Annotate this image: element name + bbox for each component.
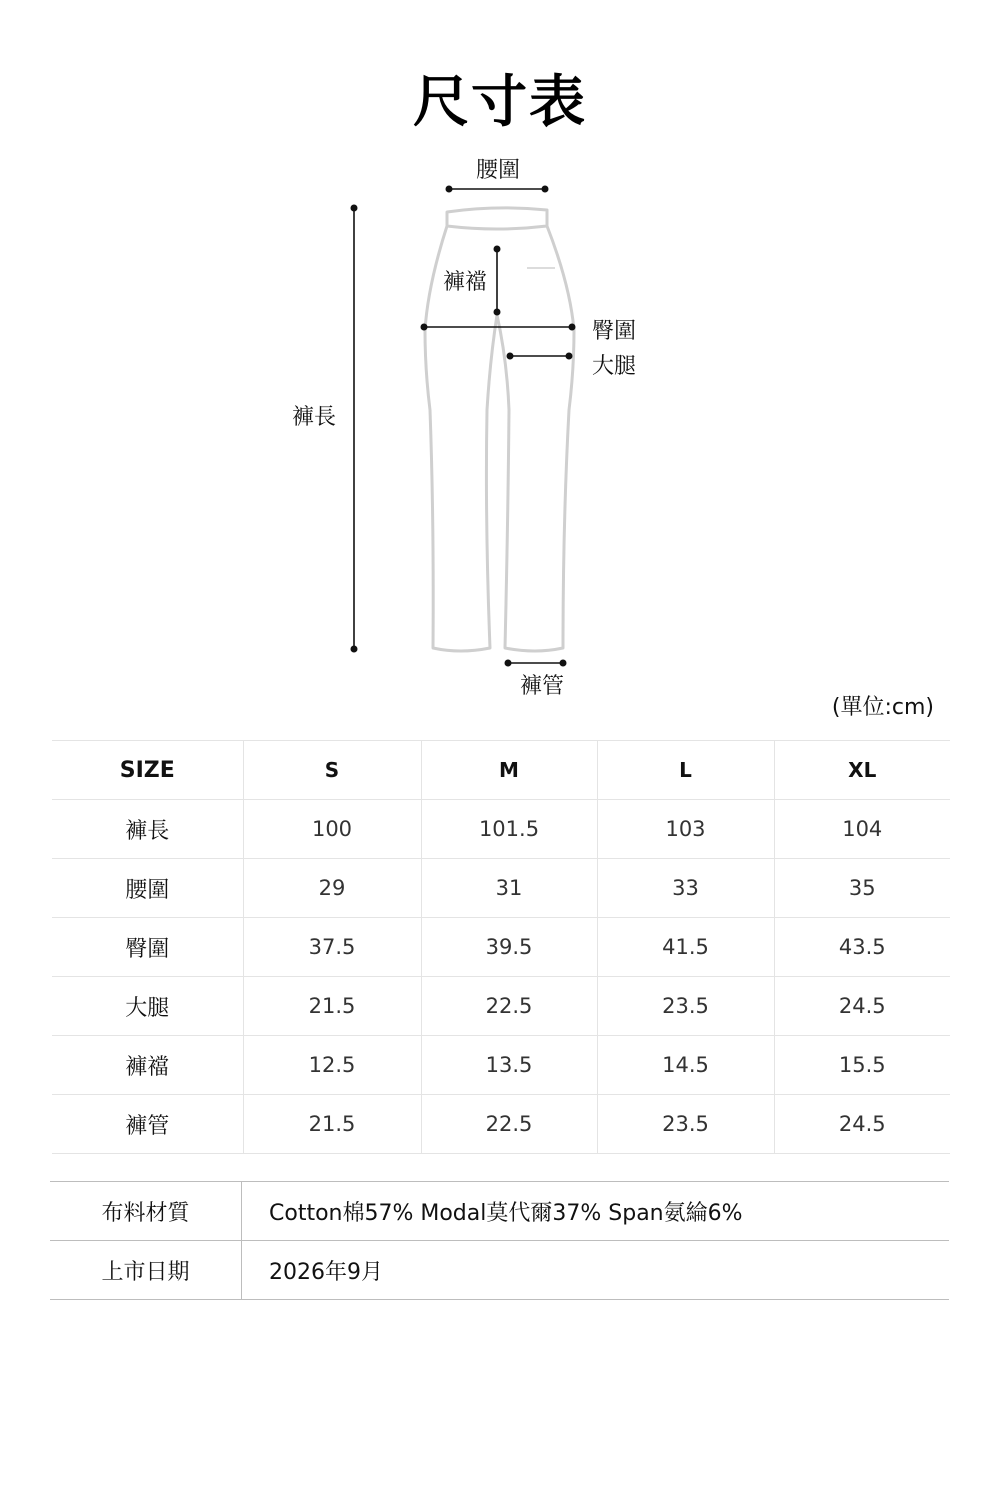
unit-note: (單位:cm) — [831, 695, 934, 720]
info-row-release-date — [50, 1241, 949, 1300]
table-cell: 43.5 — [774, 918, 950, 977]
table-row — [52, 1036, 950, 1095]
table-cell: 41.5 — [597, 918, 774, 977]
row-label: 臀圍 — [52, 918, 243, 977]
table-cell: 14.5 — [597, 1036, 774, 1095]
table-cell: 35 — [774, 859, 950, 918]
hem-label: 褲管 — [520, 674, 565, 699]
table-cell: 29 — [243, 859, 421, 918]
table-row — [52, 918, 950, 977]
pants-diagram — [0, 0, 1000, 720]
table-cell: 104 — [774, 800, 950, 859]
pants-waistband — [447, 208, 547, 229]
row-label: 褲管 — [52, 1095, 243, 1154]
table-cell: 24.5 — [774, 1095, 950, 1154]
table-cell: 21.5 — [243, 977, 421, 1036]
waist-label: 腰圍 — [476, 158, 521, 183]
length-label: 褲長 — [292, 405, 337, 430]
table-cell: 100 — [243, 800, 421, 859]
release-date-label: 上市日期 — [50, 1241, 242, 1300]
table-row — [52, 800, 950, 859]
table-cell: 13.5 — [421, 1036, 597, 1095]
table-cell: 37.5 — [243, 918, 421, 977]
table-cell: 23.5 — [597, 1095, 774, 1154]
material-label: 布料材質 — [50, 1182, 242, 1241]
table-cell: 39.5 — [421, 918, 597, 977]
table-cell: 103 — [597, 800, 774, 859]
table-cell: 31 — [421, 859, 597, 918]
info-row-material — [50, 1182, 949, 1241]
table-row — [52, 1095, 950, 1154]
header-s: S — [243, 741, 421, 800]
pants-illustration — [0, 0, 1000, 720]
table-cell: 21.5 — [243, 1095, 421, 1154]
hip-label: 臀圍 — [592, 319, 637, 344]
table-cell: 12.5 — [243, 1036, 421, 1095]
table-cell: 33 — [597, 859, 774, 918]
rise-label: 褲襠 — [443, 270, 488, 295]
row-label: 褲長 — [52, 800, 243, 859]
table-cell: 24.5 — [774, 977, 950, 1036]
row-label: 大腿 — [52, 977, 243, 1036]
table-cell: 23.5 — [597, 977, 774, 1036]
header-xl: XL — [774, 741, 950, 800]
table-cell: 22.5 — [421, 977, 597, 1036]
product-info-table — [50, 1181, 949, 1300]
pants-right-leg — [497, 226, 574, 651]
table-row — [52, 859, 950, 918]
size-table — [52, 740, 950, 1154]
table-row — [52, 977, 950, 1036]
page-title: 尺寸表 — [413, 70, 587, 135]
size-table-header — [52, 741, 950, 800]
header-l: L — [597, 741, 774, 800]
row-label: 腰圍 — [52, 859, 243, 918]
release-date-value: 2026年9月 — [242, 1241, 950, 1300]
row-label: 褲襠 — [52, 1036, 243, 1095]
header-m: M — [421, 741, 597, 800]
thigh-label: 大腿 — [592, 354, 637, 379]
material-value: Cotton棉57% Modal莫代爾37% Span氨綸6% — [242, 1182, 950, 1241]
table-cell: 15.5 — [774, 1036, 950, 1095]
table-cell: 22.5 — [421, 1095, 597, 1154]
table-cell: 101.5 — [421, 800, 597, 859]
header-size: SIZE — [52, 741, 243, 800]
